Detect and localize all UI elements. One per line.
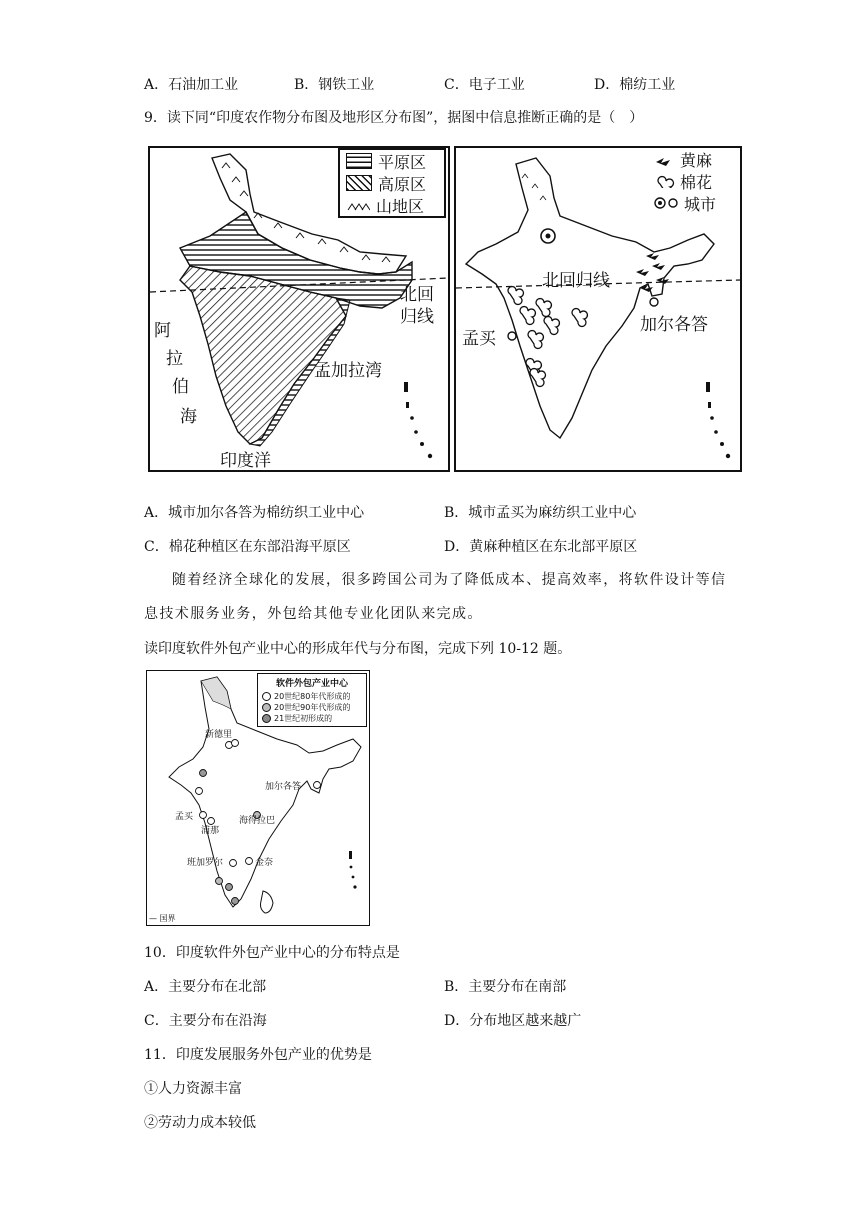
legend-cotton: 棉花 [680, 172, 713, 192]
legend-1980s: 20世纪80年代形成的 [274, 692, 351, 701]
q10-option-a: A．主要分布在北部 [144, 979, 267, 995]
q10-option-d: D．分布地区越来越广 [444, 1013, 582, 1029]
kolkata-label-small: 加尔各答 [265, 782, 302, 792]
cotton-icon [654, 174, 680, 188]
legend-plain: 平原区 [378, 152, 427, 172]
legend-plateau: 高原区 [378, 174, 427, 194]
mumbai-label: 孟买 [462, 329, 496, 349]
tropic-label: 北回归线 [542, 271, 610, 291]
pune-label: 浦那 [201, 826, 220, 836]
q9-option-c: C．棉花种植区在东部沿海平原区 [144, 539, 351, 555]
border-legend: — 国界 [149, 914, 176, 923]
arabian-sea-label-2: 拉 [166, 349, 183, 369]
q8-option-d: D．棉纺工业 [594, 77, 676, 93]
legend-1990s: 20世纪90年代形成的 [274, 703, 351, 712]
passage-line-1: 随着经济全球化的发展，很多跨国公司为了降低成本、提高效率，将软件设计等信 [172, 572, 727, 588]
legend-2000s: 21世纪初形成的 [274, 714, 333, 723]
jute-icon [654, 152, 680, 166]
crop-legend [648, 148, 736, 214]
arabian-sea-label-4: 海 [180, 407, 197, 427]
chennai-label: 金奈 [255, 858, 274, 868]
q10-stem: 10．印度软件外包产业中心的分布特点是 [144, 945, 400, 961]
tropic-label-1: 北回 [400, 285, 434, 305]
indian-ocean-label: 印度洋 [220, 451, 271, 470]
landform-legend [338, 148, 446, 218]
passage-line-2: 息技术服务业务，外包给其他专业化团队来完成。 [144, 606, 483, 622]
q11-stem: 11．印度发展服务外包产业的优势是 [144, 1047, 372, 1063]
arabian-sea-label-3: 伯 [172, 377, 189, 397]
1980s-icon [262, 692, 271, 701]
q9-option-d: D．黄麻种植区在东北部平原区 [444, 539, 638, 555]
mumbai-label-small: 孟买 [175, 812, 194, 822]
legend-city: 城市 [684, 194, 717, 214]
kolkata-label: 加尔各答 [640, 315, 708, 335]
q11-item-1: ①人力资源丰富 [144, 1081, 242, 1097]
legend-mountain: 山地区 [376, 196, 425, 216]
1990s-icon [262, 703, 271, 712]
tropic-label-2: 归线 [400, 307, 434, 327]
landform-map [148, 146, 450, 472]
q9-stem: 9．读下同“印度农作物分布图及地形区分布图”，据图中信息推断正确的是（ ） [144, 110, 644, 126]
software-legend [257, 673, 367, 727]
q8-option-c: C．电子工业 [444, 77, 525, 93]
passage-line-3: 读印度软件外包产业中心的形成年代与分布图，完成下列 10-12 题。 [144, 641, 572, 657]
q9-option-a: A．城市加尔各答为棉纺织工业中心 [144, 505, 365, 521]
bay-of-bengal-label: 孟加拉湾 [314, 361, 382, 381]
software-legend-title: 软件外包产业中心 [275, 679, 348, 689]
bangalore-label: 班加罗尔 [187, 858, 224, 868]
mountain-legend-icon [346, 198, 370, 212]
delhi-label: 新德里 [205, 730, 233, 740]
software-map [146, 670, 370, 926]
legend-jute: 黄麻 [680, 150, 713, 170]
q9-option-b: B．城市孟买为麻纺织工业中心 [444, 505, 637, 521]
q11-item-2: ②劳动力成本较低 [144, 1115, 256, 1131]
q10-option-c: C．主要分布在沿海 [144, 1013, 267, 1029]
arabian-sea-label-1: 阿 [154, 321, 171, 341]
q10-option-b: B．主要分布在南部 [444, 979, 567, 995]
crop-map [454, 146, 742, 472]
city-icon [654, 196, 684, 210]
2000s-icon [262, 714, 271, 723]
q8-option-b: B．钢铁工业 [294, 77, 375, 93]
q8-option-a: A．石油加工业 [144, 77, 239, 93]
hyderabad-label: 海得拉巴 [239, 816, 276, 826]
